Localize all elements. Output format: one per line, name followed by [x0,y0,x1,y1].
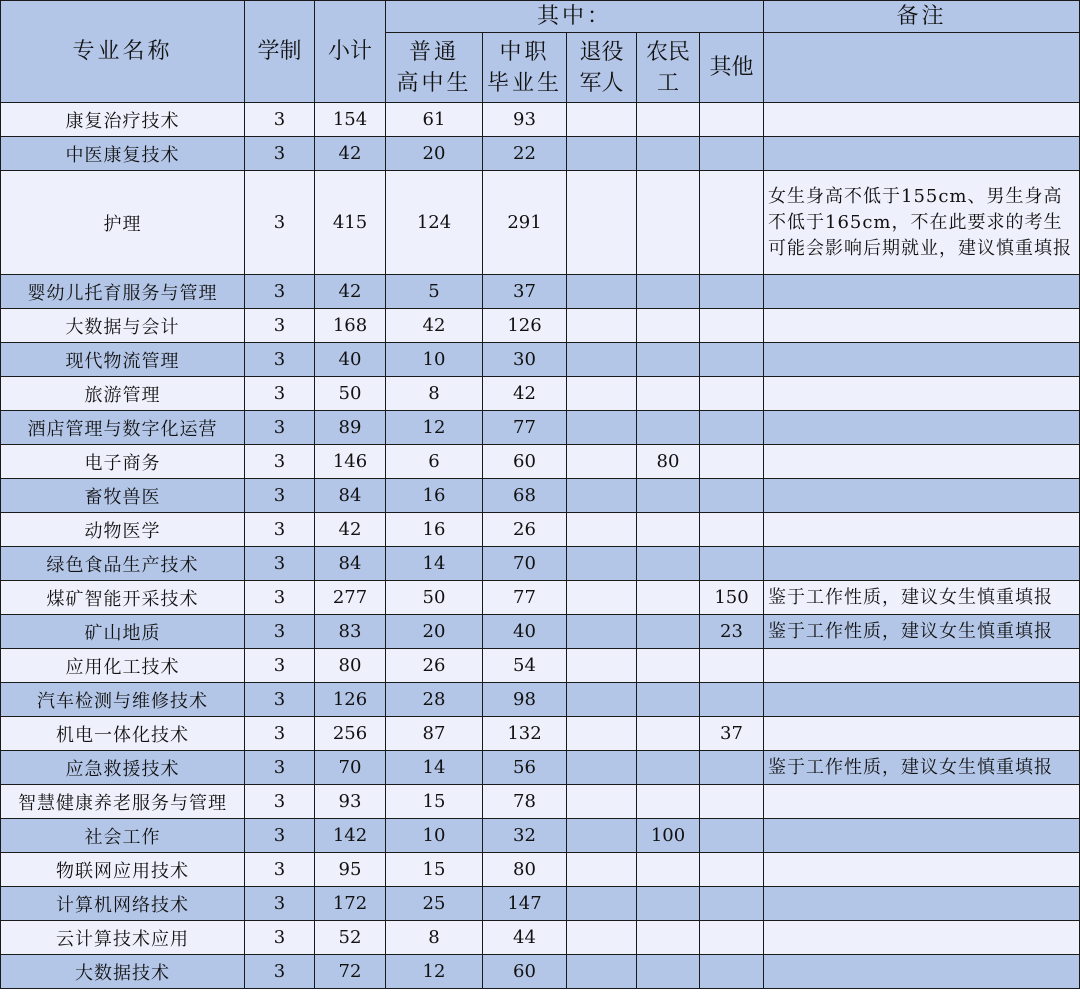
table-row [1,137,1080,171]
table-row [1,921,1080,955]
vocational-cell: 37 [483,275,567,309]
years-cell: 3 [245,171,315,275]
major-cell: 护理 [1,171,245,275]
remarks-cell [764,921,1080,955]
remarks-cell [764,955,1080,989]
header-years: 学制 [245,1,315,103]
major-cell: 物联网应用技术 [1,853,245,887]
other-cell [700,853,764,887]
subtotal-cell: 42 [315,275,386,309]
major-cell: 应用化工技术 [1,649,245,683]
vocational-cell: 32 [483,819,567,853]
other-cell: 37 [700,717,764,751]
remarks-cell: 鉴于工作性质，建议女生慎重填报 [764,751,1080,785]
veteran-cell [567,683,637,717]
table-row [1,717,1080,751]
table-row [1,547,1080,581]
general-hs-cell: 12 [386,411,483,445]
other-cell: 23 [700,615,764,649]
years-cell: 3 [245,445,315,479]
years-cell: 3 [245,853,315,887]
table-body [1,103,1080,989]
table-row [1,819,1080,853]
other-cell [700,171,764,275]
years-cell: 3 [245,103,315,137]
subtotal-cell: 84 [315,547,386,581]
header-veteran-line2: 军人 [579,70,624,96]
other-cell [700,309,764,343]
vocational-cell: 42 [483,377,567,411]
vocational-cell: 22 [483,137,567,171]
general-hs-cell: 12 [386,955,483,989]
migrant-cell [637,683,700,717]
vocational-cell: 68 [483,479,567,513]
remarks-cell [764,887,1080,921]
table-row [1,103,1080,137]
table-row [1,411,1080,445]
header-remarks: 备注 [764,1,1080,33]
major-cell: 绿色食品生产技术 [1,547,245,581]
remarks-cell [764,411,1080,445]
years-cell: 3 [245,819,315,853]
header-vocational [483,33,567,103]
subtotal-cell: 256 [315,717,386,751]
subtotal-cell: 89 [315,411,386,445]
subtotal-cell: 42 [315,137,386,171]
other-cell [700,275,764,309]
veteran-cell [567,547,637,581]
years-cell: 3 [245,785,315,819]
other-cell [700,921,764,955]
subtotal-cell: 126 [315,683,386,717]
table-row [1,479,1080,513]
major-cell: 大数据与会计 [1,309,245,343]
major-cell: 婴幼儿托育服务与管理 [1,275,245,309]
major-cell: 大数据技术 [1,955,245,989]
major-cell: 计算机网络技术 [1,887,245,921]
years-cell: 3 [245,343,315,377]
vocational-cell: 93 [483,103,567,137]
general-hs-cell: 124 [386,171,483,275]
major-cell: 应急救援技术 [1,751,245,785]
vocational-cell: 78 [483,785,567,819]
vocational-cell: 26 [483,513,567,547]
header-general-hs-line1: 普通 [408,39,459,65]
major-cell: 矿山地质 [1,615,245,649]
remarks-cell [764,853,1080,887]
general-hs-cell: 10 [386,819,483,853]
vocational-cell: 147 [483,887,567,921]
veteran-cell [567,275,637,309]
general-hs-cell: 26 [386,649,483,683]
header-among: 其中： [386,1,764,33]
vocational-cell: 98 [483,683,567,717]
remarks-cell [764,377,1080,411]
header-general-hs [386,33,483,103]
migrant-cell [637,513,700,547]
other-cell [700,411,764,445]
table-row [1,309,1080,343]
table-row [1,649,1080,683]
veteran-cell [567,921,637,955]
veteran-cell [567,103,637,137]
subtotal-cell: 52 [315,921,386,955]
header-subtotal: 小计 [315,1,386,103]
other-cell [700,683,764,717]
other-cell [700,445,764,479]
subtotal-cell: 95 [315,853,386,887]
major-cell: 旅游管理 [1,377,245,411]
general-hs-cell: 14 [386,547,483,581]
general-hs-cell: 42 [386,309,483,343]
vocational-cell: 77 [483,581,567,615]
other-cell [700,785,764,819]
vocational-cell: 70 [483,547,567,581]
remarks-cell [764,479,1080,513]
general-hs-cell: 25 [386,887,483,921]
table-row [1,955,1080,989]
table-row [1,581,1080,615]
veteran-cell [567,649,637,683]
veteran-cell [567,615,637,649]
major-cell: 社会工作 [1,819,245,853]
veteran-cell [567,137,637,171]
major-cell: 智慧健康养老服务与管理 [1,785,245,819]
remarks-cell [764,343,1080,377]
general-hs-cell: 16 [386,513,483,547]
veteran-cell [567,819,637,853]
remarks-cell [764,445,1080,479]
table-row [1,785,1080,819]
subtotal-cell: 70 [315,751,386,785]
other-cell [700,137,764,171]
years-cell: 3 [245,137,315,171]
veteran-cell [567,479,637,513]
subtotal-cell: 72 [315,955,386,989]
migrant-cell [637,581,700,615]
years-cell: 3 [245,649,315,683]
migrant-cell [637,955,700,989]
years-cell: 3 [245,751,315,785]
remarks-cell [764,513,1080,547]
other-cell [700,955,764,989]
migrant-cell [637,921,700,955]
vocational-cell: 80 [483,853,567,887]
remarks-cell [764,547,1080,581]
migrant-cell [637,785,700,819]
general-hs-cell: 6 [386,445,483,479]
migrant-cell [637,103,700,137]
vocational-cell: 291 [483,171,567,275]
general-hs-cell: 8 [386,377,483,411]
general-hs-cell: 87 [386,717,483,751]
remarks-cell [764,649,1080,683]
remarks-cell: 女生身高不低于155cm、男生身高不低于165cm，不在此要求的考生可能会影响后期就业，建议慎重填报 [764,171,1080,275]
table-row [1,171,1080,275]
subtotal-cell: 80 [315,649,386,683]
veteran-cell [567,377,637,411]
other-cell [700,547,764,581]
subtotal-cell: 142 [315,819,386,853]
years-cell: 3 [245,887,315,921]
years-cell: 3 [245,717,315,751]
years-cell: 3 [245,955,315,989]
table-row [1,275,1080,309]
general-hs-cell: 28 [386,683,483,717]
header-remarks-blank [764,33,1080,103]
years-cell: 3 [245,581,315,615]
migrant-cell [637,275,700,309]
veteran-cell [567,445,637,479]
other-cell [700,819,764,853]
migrant-cell [637,479,700,513]
major-cell: 中医康复技术 [1,137,245,171]
subtotal-cell: 84 [315,479,386,513]
vocational-cell: 77 [483,411,567,445]
remarks-cell [764,683,1080,717]
remarks-cell [764,717,1080,751]
general-hs-cell: 16 [386,479,483,513]
header-migrant [637,33,700,103]
vocational-cell: 60 [483,955,567,989]
migrant-cell: 80 [637,445,700,479]
migrant-cell [637,717,700,751]
major-cell: 电子商务 [1,445,245,479]
subtotal-cell: 50 [315,377,386,411]
remarks-cell [764,137,1080,171]
veteran-cell [567,343,637,377]
table-row [1,683,1080,717]
major-cell: 康复治疗技术 [1,103,245,137]
migrant-cell [637,309,700,343]
migrant-cell [637,547,700,581]
vocational-cell: 44 [483,921,567,955]
subtotal-cell: 154 [315,103,386,137]
header-veteran-line1: 退役 [579,39,624,65]
years-cell: 3 [245,411,315,445]
years-cell: 3 [245,615,315,649]
vocational-cell: 40 [483,615,567,649]
remarks-cell [764,309,1080,343]
general-hs-cell: 20 [386,615,483,649]
years-cell: 3 [245,377,315,411]
other-cell [700,887,764,921]
major-cell: 云计算技术应用 [1,921,245,955]
general-hs-cell: 20 [386,137,483,171]
migrant-cell [637,343,700,377]
major-cell: 汽车检测与维修技术 [1,683,245,717]
vocational-cell: 30 [483,343,567,377]
major-cell: 煤矿智能开采技术 [1,581,245,615]
header-migrant-line2: 工 [656,70,679,96]
other-cell [700,343,764,377]
remarks-cell [764,103,1080,137]
veteran-cell [567,581,637,615]
years-cell: 3 [245,513,315,547]
general-hs-cell: 8 [386,921,483,955]
subtotal-cell: 277 [315,581,386,615]
other-cell [700,649,764,683]
veteran-cell [567,955,637,989]
table-row [1,887,1080,921]
table-row [1,445,1080,479]
remarks-cell [764,819,1080,853]
header-vocational-line2: 毕业生 [486,70,562,96]
other-cell [700,103,764,137]
veteran-cell [567,309,637,343]
vocational-cell: 60 [483,445,567,479]
subtotal-cell: 42 [315,513,386,547]
migrant-cell [637,137,700,171]
migrant-cell: 100 [637,819,700,853]
years-cell: 3 [245,275,315,309]
migrant-cell [637,615,700,649]
subtotal-cell: 146 [315,445,386,479]
vocational-cell: 54 [483,649,567,683]
remarks-cell [764,785,1080,819]
subtotal-cell: 168 [315,309,386,343]
vocational-cell: 132 [483,717,567,751]
migrant-cell [637,751,700,785]
remarks-cell: 鉴于工作性质，建议女生慎重填报 [764,615,1080,649]
header-vocational-line1: 中职 [499,39,550,65]
migrant-cell [637,649,700,683]
general-hs-cell: 15 [386,853,483,887]
header-migrant-line1: 农民 [645,39,690,65]
major-cell: 现代物流管理 [1,343,245,377]
subtotal-cell: 172 [315,887,386,921]
general-hs-cell: 5 [386,275,483,309]
table-row [1,377,1080,411]
remarks-cell: 鉴于工作性质，建议女生慎重填报 [764,581,1080,615]
other-cell: 150 [700,581,764,615]
header-veteran [567,33,637,103]
subtotal-cell: 83 [315,615,386,649]
header-general-hs-line2: 高中生 [396,70,472,96]
migrant-cell [637,411,700,445]
migrant-cell [637,171,700,275]
remarks-cell [764,275,1080,309]
veteran-cell [567,853,637,887]
major-cell: 酒店管理与数字化运营 [1,411,245,445]
veteran-cell [567,751,637,785]
table-row [1,853,1080,887]
major-cell: 畜牧兽医 [1,479,245,513]
other-cell [700,513,764,547]
migrant-cell [637,377,700,411]
header-major: 专业名称 [1,1,245,103]
veteran-cell [567,411,637,445]
veteran-cell [567,717,637,751]
years-cell: 3 [245,547,315,581]
general-hs-cell: 10 [386,343,483,377]
vocational-cell: 126 [483,309,567,343]
subtotal-cell: 40 [315,343,386,377]
general-hs-cell: 15 [386,785,483,819]
veteran-cell [567,785,637,819]
general-hs-cell: 50 [386,581,483,615]
years-cell: 3 [245,921,315,955]
general-hs-cell: 61 [386,103,483,137]
major-cell: 机电一体化技术 [1,717,245,751]
other-cell [700,751,764,785]
subtotal-cell: 93 [315,785,386,819]
migrant-cell [637,853,700,887]
other-cell [700,377,764,411]
years-cell: 3 [245,479,315,513]
major-cell: 动物医学 [1,513,245,547]
subtotal-cell: 415 [315,171,386,275]
header-other: 其他 [700,33,764,103]
table-row [1,513,1080,547]
table-row [1,343,1080,377]
migrant-cell [637,887,700,921]
years-cell: 3 [245,309,315,343]
table-row [1,615,1080,649]
table-row [1,751,1080,785]
veteran-cell [567,513,637,547]
years-cell: 3 [245,683,315,717]
veteran-cell [567,887,637,921]
vocational-cell: 56 [483,751,567,785]
veteran-cell [567,171,637,275]
general-hs-cell: 14 [386,751,483,785]
other-cell [700,479,764,513]
